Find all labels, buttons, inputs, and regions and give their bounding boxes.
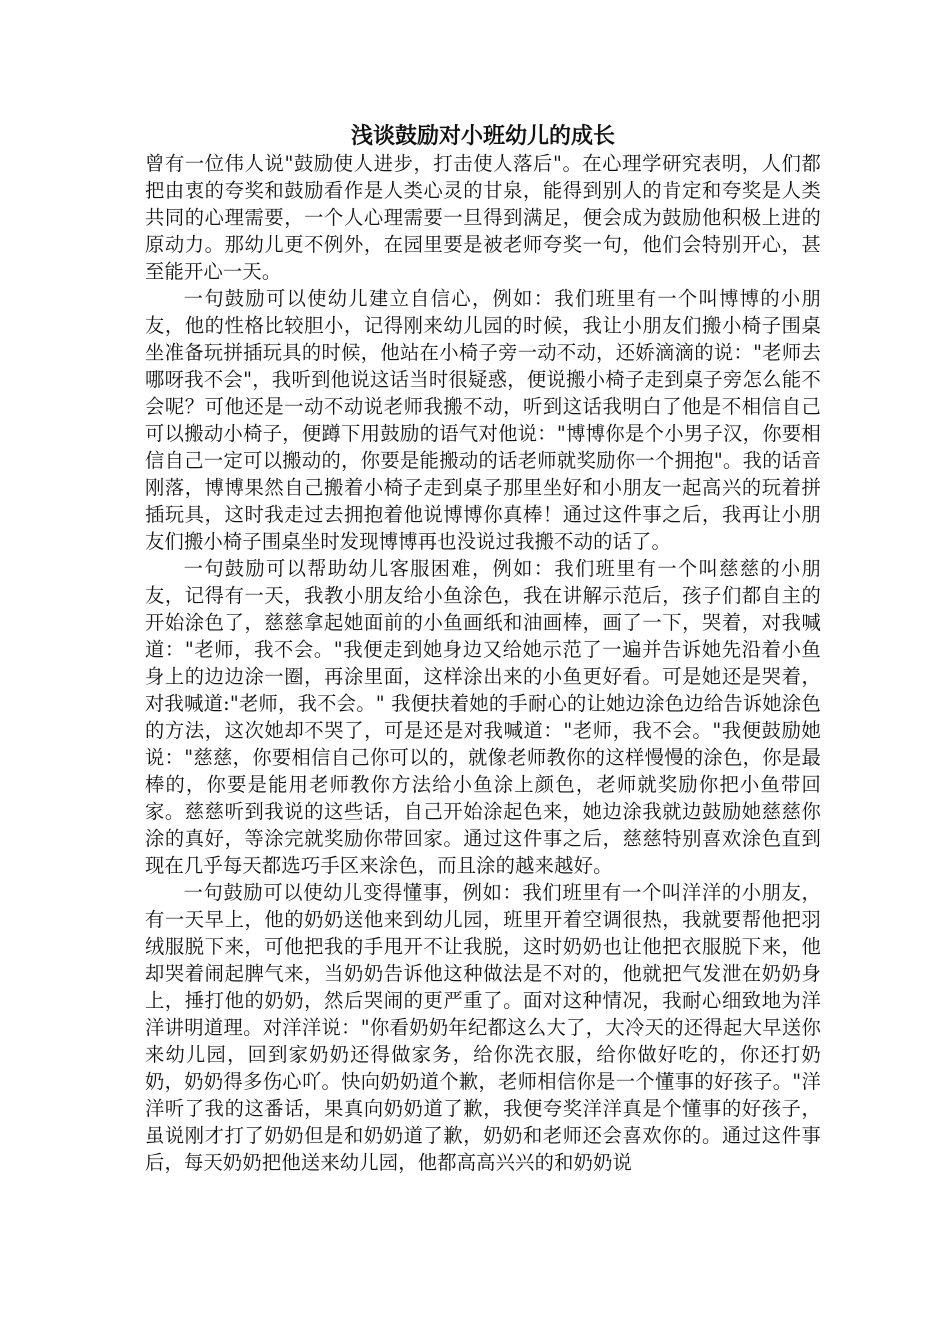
paragraph-overcome-difficulty: 一句鼓励可以帮助幼儿客服困难，例如：我们班里有一个叫慈慈的小朋友，记得有一天，我教小朋友给小鱼涂色，我在讲解示范后，孩子们都自主的开始涂色了，慈慈拿起她面前的小鱼画纸和油画棒，画了一下，哭着，对我喊道："老师，我不会。"我便走到她身边又给她示范了一遍并告诉她先沿着小鱼身上的边边涂一圈，再涂里面，这样涂出来的小鱼更好看。可是她还是哭着，对我喊道:"老师，我不会。" 我便扶着她的手耐心的让她边涂色边给告诉她涂色的方法，这次她却不哭了，可是还是对我喊道："老师，我不会。"我便鼓励她说："慈慈，你要相信自己你可以的，就像老师教你的这样慢慢的涂色，你是最棒的，你要是能用老师教你方法给小鱼涂上颜色，老师就奖励你把小鱼带回家。慈慈听到我说的这些话，自己开始涂起色来，她边涂我就边鼓励她慈慈你涂的真好，等涂完就奖励你带回家。通过这件事之后，慈慈特别喜欢涂色直到现在几乎每天都选巧手区来涂色，而且涂的越来越好。 — [145, 557, 821, 877]
paragraph-confidence: 一句鼓励可以使幼儿建立自信心，例如：我们班里有一个叫博博的小朋友，他的性格比较胆小，记得刚来幼儿园的时候，我让小朋友们搬小椅子围桌坐准备玩拼插玩具的时候，他站在小椅子旁一动不动，还娇滴滴的说："老师去哪呀我不会"，我听到他说这话当时很疑惑，便说搬小椅子走到桌子旁怎么能不会呢？可他还是一动不动说老师我搬不动，听到这话我明白了他是不相信自己可以搬动小椅子，便蹲下用鼓励的语气对他说："博博你是个小男子汉，你要相信自己一定可以搬动的，你要是能搬动的话老师就奖励你一个拥抱"。我的话音刚落，博博果然自己搬着小椅子走到桌子那里坐好和小朋友一起高兴的玩着拼插玩具，这时我走过去拥抱着他说博博你真棒！通过这件事之后，我再让小朋友们搬小椅子围桌坐时发现博博再也没说过我搬不动的话了。 — [145, 287, 821, 553]
paragraph-become-sensible: 一句鼓励可以使幼儿变得懂事，例如：我们班里有一个叫洋洋的小朋友，有一天早上，他的奶奶送他来到幼儿园，班里开着空调很热，我就要帮他把羽绒服脱下来，可他把我的手甩开不让我脱，这时奶奶也让他把衣服脱下来，他却哭着闹起脾气来，当奶奶告诉他这种做法是不对的，他就把气发泄在奶奶身上，捶打他的奶奶，然后哭闹的更严重了。面对这种情况，我耐心细致地为洋洋讲明道理。对洋洋说："你看奶奶年纪都这么大了，大冷天的还得起大早送你来幼儿园，回到家奶奶还得做家务，给你洗衣服，给你做好吃的，你还打奶奶，奶奶得多伤心吖。快向奶奶道个歉，老师相信你是一个懂事的好孩子。"洋洋听了我的这番话，果真向奶奶道了歉，我便夸奖洋洋真是个懂事的好孩子，虽说刚才打了奶奶但是和奶奶道了歉，奶奶和老师还会喜欢你的。通过这件事后，每天奶奶把他送来幼儿园，他都高高兴兴的和奶奶说 — [145, 881, 821, 1174]
document-title: 浅谈鼓励对小班幼儿的成长 — [350, 123, 615, 149]
paragraph-intro: 曾有一位伟人说"鼓励使人进步，打击使人落后"。在心理学研究表明，人们都把由衷的夸奖和鼓励看作是人类心灵的甘泉，能得到别人的肯定和夸奖是人类共同的心理需要，一个人心理需要一旦得到满足，便会成为鼓励他积极上进的原动力。那幼儿更不例外，在园里要是被老师夸奖一句，他们会特别开心，甚至能开心一天。 — [145, 152, 821, 283]
document-page — [145, 122, 821, 1176]
